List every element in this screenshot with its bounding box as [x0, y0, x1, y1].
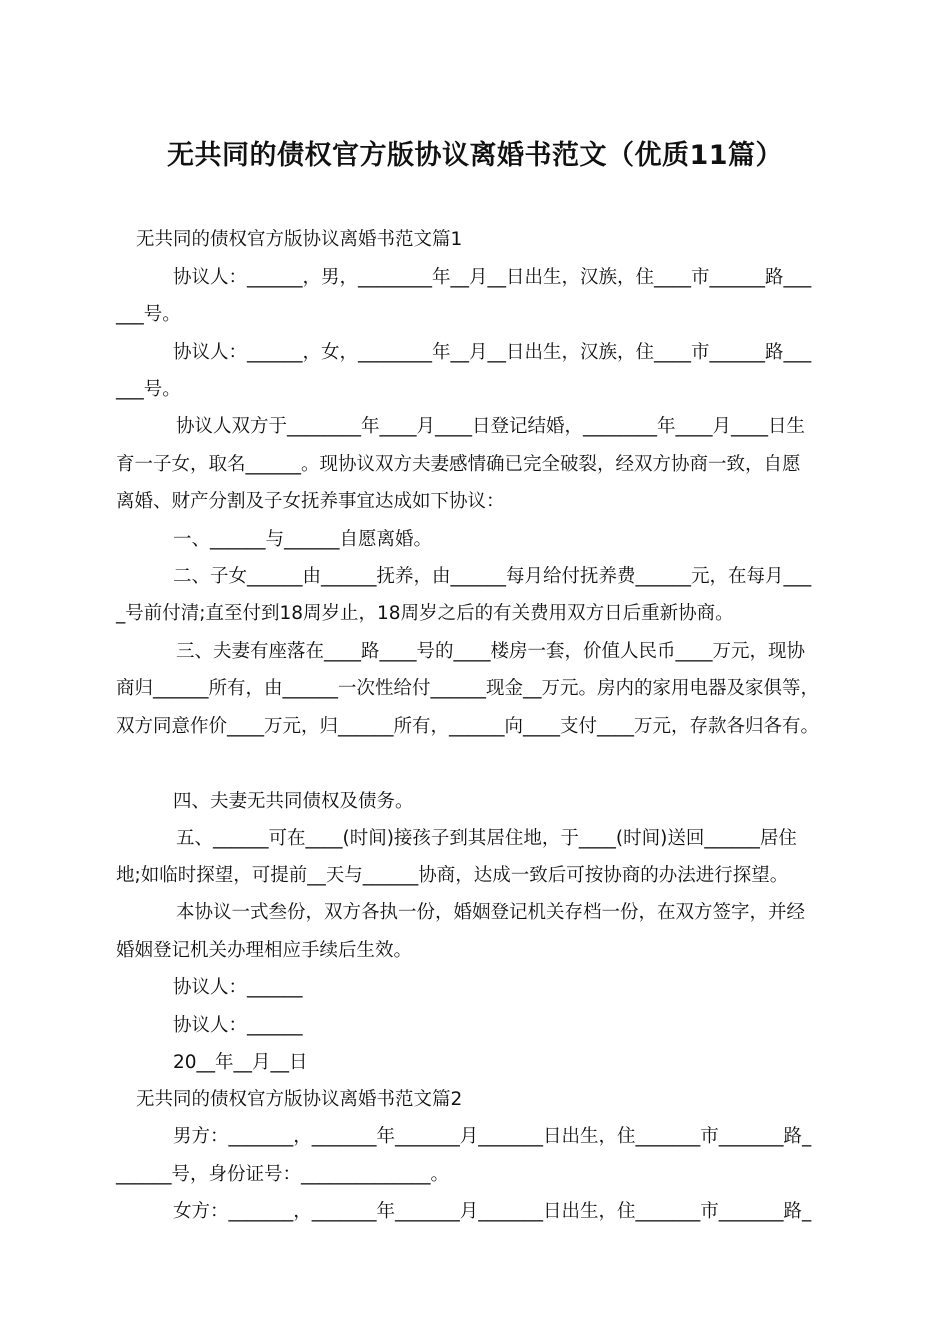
- paragraph-line: 协议人双方于________年____月____日登记结婚，________年____月____日生: [176, 416, 806, 437]
- paragraph-line: ___号。: [116, 304, 181, 325]
- paragraph-line: 双方同意作价____万元，归______所有，______向____支付____万元，存款各归各有。: [116, 716, 820, 737]
- paragraph-line: 男方：_______，_______年_______月_______日出生，住_______市_______路_: [173, 1126, 812, 1147]
- document-title: 无共同的债权官方版协议离婚书范文（优质11篇）: [166, 140, 784, 171]
- paragraph-line: 协议人：______，男，________年__月__日出生，汉族，住____市______路___: [173, 267, 812, 288]
- section-heading-1: 无共同的债权官方版协议离婚书范文篇1: [136, 229, 463, 250]
- paragraph-line: 协议人：______，女，________年__月__日出生，汉族，住____市______路___: [173, 342, 812, 363]
- signature-line: 协议人：______: [173, 977, 303, 998]
- paragraph-line: _号前付清;直至付到18周岁止，18周岁之后的有关费用双方日后重新协商。: [116, 603, 734, 624]
- paragraph-line: 女方：_______，_______年_______月_______日出生，住_______市_______路_: [173, 1201, 812, 1222]
- date-line: 20__年__月__日: [173, 1052, 308, 1073]
- paragraph-line: 二、子女______由______抚养，由______每月给付抚养费______元，在每月___: [173, 566, 812, 587]
- paragraph-line: 地;如临时探望，可提前__天与______协商，达成一致后可按协商的办法进行探望。: [116, 865, 789, 886]
- paragraph-line: ___号。: [116, 379, 181, 400]
- paragraph-line: 商归______所有，由______一次性给付______现金__万元。房内的家用电器及家俱等，: [116, 678, 820, 699]
- paragraph-line: 本协议一式叁份，双方各执一份，婚姻登记机关存档一份，在双方签字，并经: [176, 902, 806, 923]
- section-heading-2: 无共同的债权官方版协议离婚书范文篇2: [136, 1089, 463, 1110]
- paragraph-line: 一、______与______自愿离婚。: [173, 529, 433, 550]
- paragraph-line: 离婚、财产分割及子女抚养事宜达成如下协议：: [116, 491, 505, 512]
- signature-line: 协议人：______: [173, 1015, 303, 1036]
- paragraph-line: 婚姻登记机关办理相应手续后生效。: [116, 940, 413, 961]
- paragraph-line: ______号，身份证号：______________。: [116, 1164, 450, 1185]
- paragraph-line: 四、夫妻无共同债权及债务。: [173, 791, 414, 812]
- paragraph-line: 五、______可在____(时间)接孩子到其居住地，于____(时间)送回______居住: [176, 828, 797, 849]
- paragraph-line: 三、夫妻有座落在____路____号的____楼房一套，价值人民币____万元，现协: [176, 641, 806, 662]
- paragraph-line: 育一子女，取名______。现协议双方夫妻感情确已完全破裂，经双方协商一致，自愿: [116, 454, 801, 475]
